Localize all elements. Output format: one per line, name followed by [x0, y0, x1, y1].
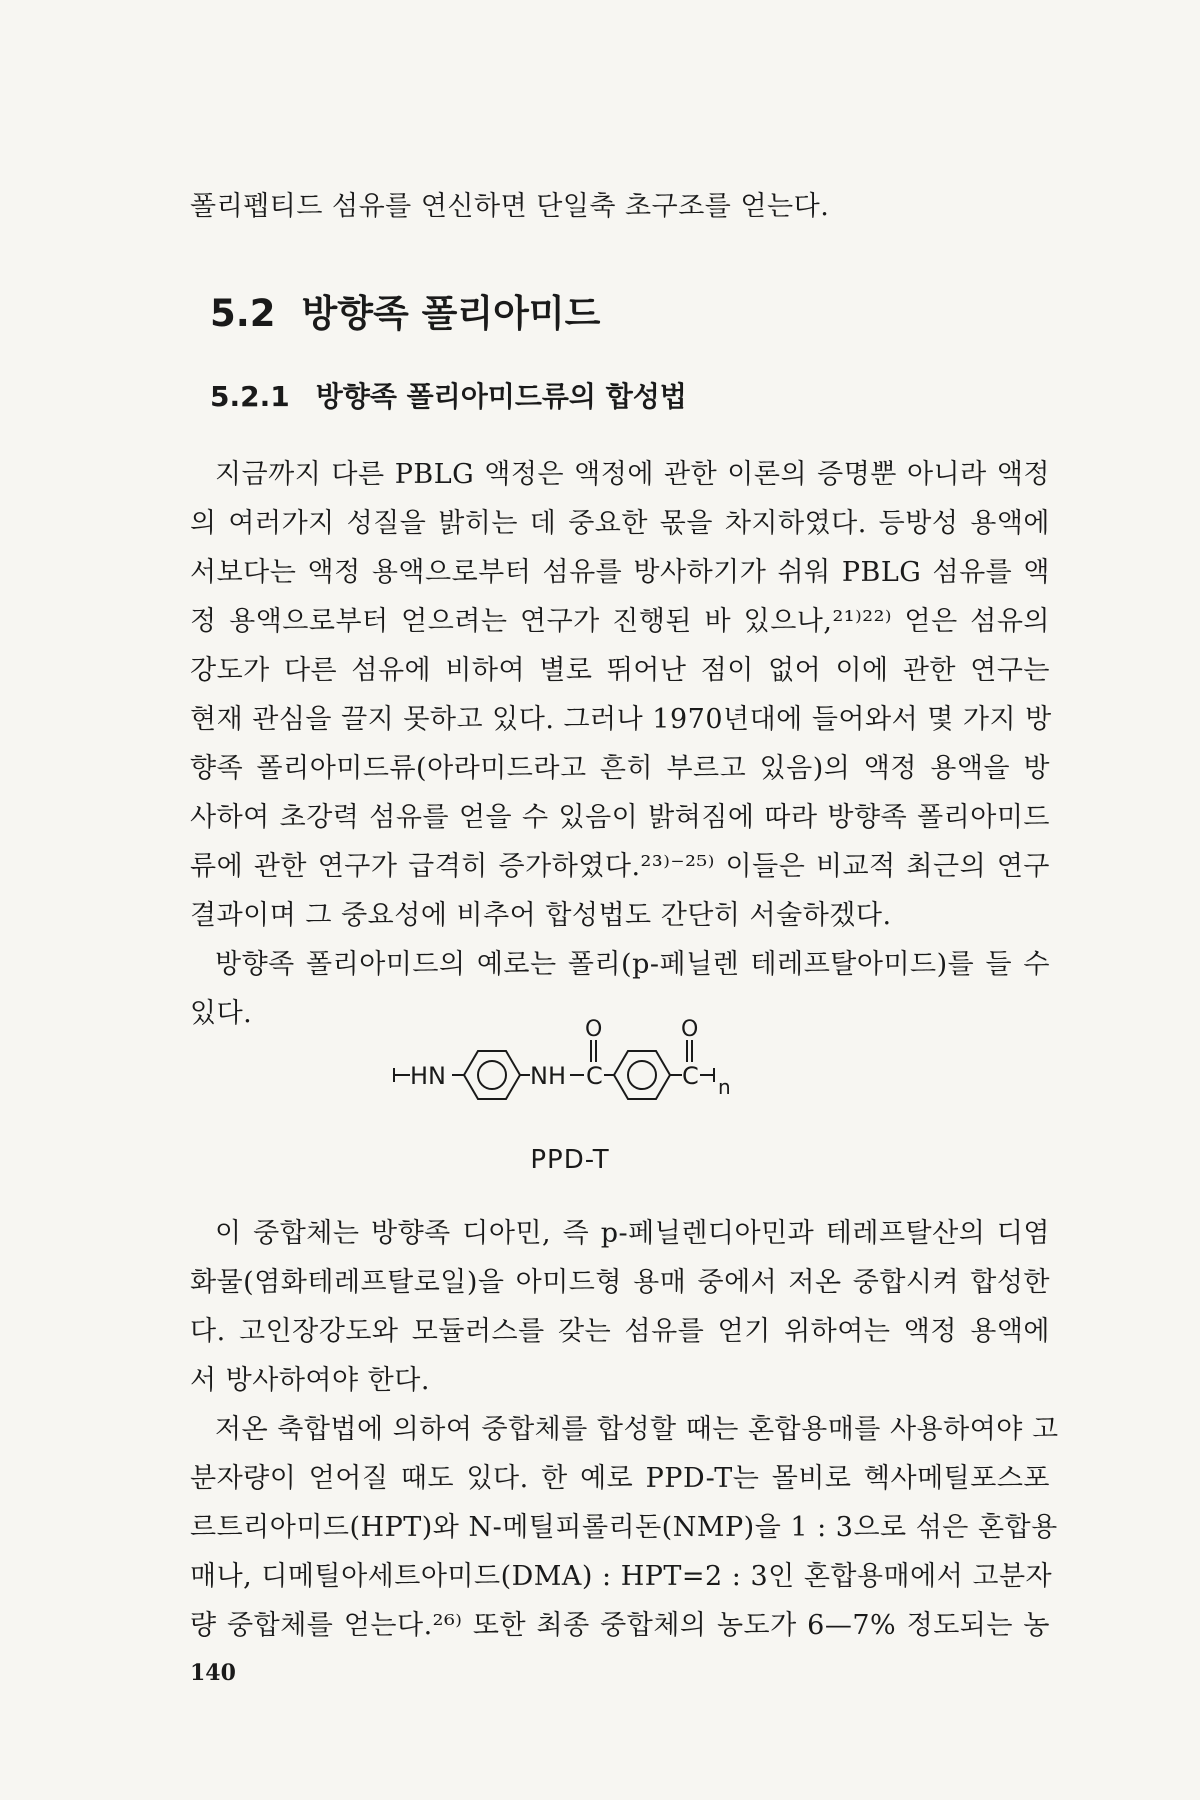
paragraph4-line: 르트리아미드(HPT)와 N-메틸피롤리돈(NMP)을 1 : 3으로 섞은 혼합용	[190, 1512, 1058, 1543]
carbonyl-carbon: C	[682, 1062, 699, 1090]
benzene-ring	[464, 1051, 520, 1099]
paragraph1-line: 결과이며 그 중요성에 비추어 합성법도 간단히 서술하겠다.	[190, 900, 892, 931]
section-number: 5.2	[210, 292, 276, 335]
section-heading	[210, 283, 600, 337]
paragraph1-line: 현재 관심을 끌지 못하고 있다. 그러나 1970년대에 들어와서 몇 가지 방	[190, 704, 1052, 735]
repeat-subscript: n	[718, 1075, 731, 1099]
paragraph4-line: 분자량이 얻어질 때도 있다. 한 예로 PPD-T는 몰비로 헥사메틸포스포	[190, 1463, 1050, 1494]
subsection-title: 방향족 폴리아미드류의 합성법	[315, 380, 687, 413]
paragraph4-line: 량 중합체를 얻는다.²⁶⁾ 또한 최종 중합체의 농도가 6—7% 정도되는 농	[190, 1610, 1050, 1641]
paragraph1-line: 정 용액으로부터 얻으려는 연구가 진행된 바 있으나,²¹⁾²²⁾ 얻은 섬유의	[190, 606, 1050, 637]
paragraph4-line: 매나, 디메틸아세트아미드(DMA) : HPT=2 : 3인 혼합용매에서 고분자	[190, 1561, 1053, 1592]
paragraph1-line: 사하여 초강력 섬유를 얻을 수 있음이 밝혀짐에 따라 방향족 폴리아미드	[190, 802, 1050, 833]
page-number: 140	[190, 1660, 236, 1686]
structure-caption: PPD-T	[530, 1145, 610, 1175]
formula-middle-group: NH	[530, 1062, 566, 1090]
paragraph2-line: 있다.	[190, 998, 253, 1029]
bracket-close	[700, 1068, 714, 1082]
paragraph3-line: 화물(염화테레프탈로일)을 아미드형 용매 중에서 저온 중합시켜 합성한	[190, 1267, 1050, 1298]
paragraph1-line: 의 여러가지 성질을 밝히는 데 중요한 몫을 차지하였다. 등방성 용액에	[190, 508, 1050, 539]
ppdt-structure	[380, 1010, 820, 1120]
paragraph1-line: 강도가 다른 섬유에 비하여 별로 뛰어난 점이 없어 이에 관한 연구는	[190, 655, 1050, 686]
intro-line: 폴리펩티드 섬유를 연신하면 단일축 초구조를 얻는다.	[190, 191, 830, 222]
paragraph4-line: 저온 축합법에 의하여 중합체를 합성할 때는 혼합용매를 사용하여야 고	[215, 1414, 1059, 1445]
paragraph1-line: 지금까지 다른 PBLG 액정은 액정에 관한 이론의 증명뿐 아니라 액정	[215, 459, 1050, 490]
paragraph3-line: 다. 고인장강도와 모듈러스를 갖는 섬유를 얻기 위하여는 액정 용액에	[190, 1316, 1050, 1347]
aromatic-circle	[478, 1061, 506, 1089]
paragraph2-line: 방향족 폴리아미드의 예로는 폴리(p-페닐렌 테레프탈아미드)를 들 수	[215, 949, 1050, 980]
paragraph1-line: 류에 관한 연구가 급격히 증가하였다.²³⁾⁻²⁵⁾ 이들은 비교적 최근의 연구	[190, 851, 1050, 882]
formula-left-group: HN	[410, 1062, 446, 1090]
carbonyl-oxygen: O	[585, 1017, 603, 1042]
carbonyl-oxygen: O	[681, 1017, 699, 1042]
carbonyl-carbon: C	[586, 1062, 603, 1090]
paragraph1-line: 서보다는 액정 용액으로부터 섬유를 방사하기가 쉬워 PBLG 섬유를 액	[190, 557, 1050, 588]
section-title: 방향족 폴리아미드	[301, 292, 601, 335]
aromatic-circle	[628, 1061, 656, 1089]
subsection-heading	[210, 375, 687, 415]
ppdt-structure-drawing	[380, 1010, 820, 1120]
paragraph3-line: 이 중합체는 방향족 디아민, 즉 p-페닐렌디아민과 테레프탈산의 디염	[215, 1218, 1050, 1249]
paragraph3-line: 서 방사하여야 한다.	[190, 1365, 430, 1396]
subsection-number: 5.2.1	[210, 380, 290, 413]
paragraph1-line: 향족 폴리아미드류(아라미드라고 흔히 부르고 있음)의 액정 용액을 방	[190, 753, 1050, 784]
benzene-ring	[614, 1051, 670, 1099]
bracket-open	[394, 1068, 410, 1082]
